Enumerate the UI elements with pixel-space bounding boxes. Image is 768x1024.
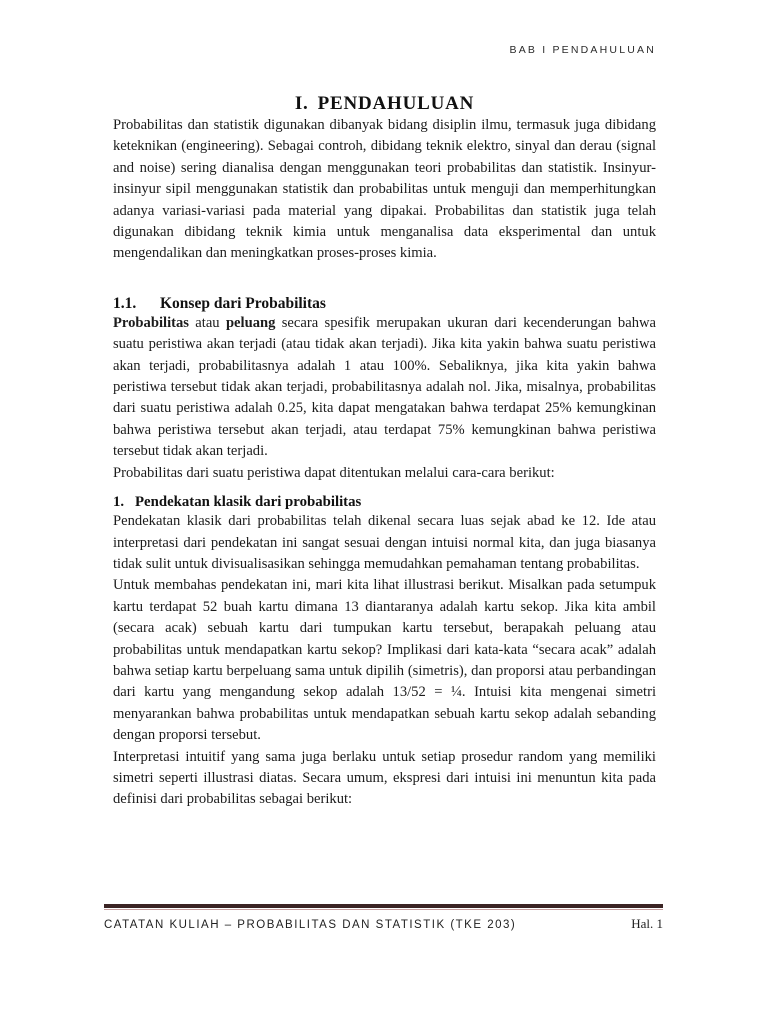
section-number: 1.1. [113,294,137,312]
page-number: Hal. 1 [631,916,663,931]
page-title-number: I. [294,93,309,114]
subheading-number: 1. [113,494,125,511]
footer-text-row [104,916,663,932]
interpretasi-paragraph: Interpretasi intuitif yang sama juga berlaku untuk setiap prosedur random yang memiliki simetri seperti illustrasi diatas. Secara umum, ekspresi dari intuisi ini menuntun kita pada definisi dari probabilitas sebagai berikut: [113,748,656,808]
page-content [113,0,656,811]
page-title-text: PENDAHULUAN [317,93,475,114]
page-footer [104,904,663,932]
subheading-pendekatan-klasik [113,494,656,511]
footer-rule-light [104,909,663,910]
subheading-text: Pendekatan klasik dari probabilitas [135,494,362,511]
page-title [113,93,656,115]
footer-course-label: CATATAN KULIAH – PROBABILITAS DAN STATISTIK (TKE 203) [104,919,517,931]
footer-rule-dark [104,904,663,908]
section-heading-1-1 [113,295,656,313]
klasik-paragraph: Pendekatan klasik dari probabilitas telah dikenal secara luas sejak abad ke 12. Ide atau interpretasi dari pendekatan ini sangat sesuai dengan intuisi normal kita, dan juga biasanya tidak sulit untuk divisualisasikan sehingga memudahkan pemahaman tentang probabilitas. [113,513,656,572]
running-header-chapter: BAB I PENDAHULUAN [509,44,656,56]
lead-sentence: Probabilitas dari suatu peristiwa dapat ditentukan melalui cara-cara berikut: [113,464,555,481]
konsep-paragraph: Probabilitas atau peluang secara spesifik merupakan ukuran dari kecenderungan bahwa suatu peristiwa akan terjadi (atau tidak akan terjadi). Jika kita yakin bahwa suatu peristiwa akan terjadi, probabilitasnya adalah 1 atau 100%. Sebaliknya, jika kita yakin bahwa peristiwa tersebut tidak akan terjadi, probabilitasnya adalah nol. Jika, misalnya, probabilitas dari suatu peristiwa adalah 0.25, kita dapat mengatakan bahwa terdapat 25% kemungkinan bahwa peristiwa tersebut akan terjadi, atau terdapat 75% kemungkinan bahwa peristiwa tersebut tidak akan terjadi. [113,314,657,460]
kartu-paragraph: Untuk membahas pendekatan ini, mari kita lihat illustrasi berikut. Misalkan pada setumpuk kartu terdapat 52 buah kartu dimana 13 diantaranya adalah kartu sekop. Jika kita ambil (secara acak) sebuah kartu dari tumpukan kartu tersebut, berapakah peluang atau probabilitas untuk mendapatkan kartu sekop? Implikasi dari kata-kata “secara acak” adalah bahwa setiap kartu berpeluang sama untuk dipilih (simetris), dan proporsi atau perbandingan dari kartu yang mengandung sekop adalah 13/52 = ¼. Intuisi kita mengenai simetri menyarankan bahwa probabilitas untuk mendapatkan sebuah kartu sekop adalah sebanding dengan proporsi tersebut. [113,577,656,744]
section-title: Konsep dari Probabilitas [160,294,326,312]
intro-paragraph: Probabilitas dan statistik digunakan dibanyak bidang disiplin ilmu, termasuk juga dibidang keteknikan (engineering). Sebagai controh, dibidang teknik elektro, sinyal dan derau (signal and noise) sering dianalisa dengan menggunakan teori probabilitas dan statistik. Insinyur-insinyur sipil menggunakan statistik dan probabilitas untuk menguji dan memperhitungkan adanya variasi-variasi pada material yang dipakai. Probabilitas dan statistik juga telah digunakan dibidang teknik kimia untuk menganalisa data eksperimental dan untuk mengendalikan dan meningkatkan proses-proses kimia. [113,117,656,262]
